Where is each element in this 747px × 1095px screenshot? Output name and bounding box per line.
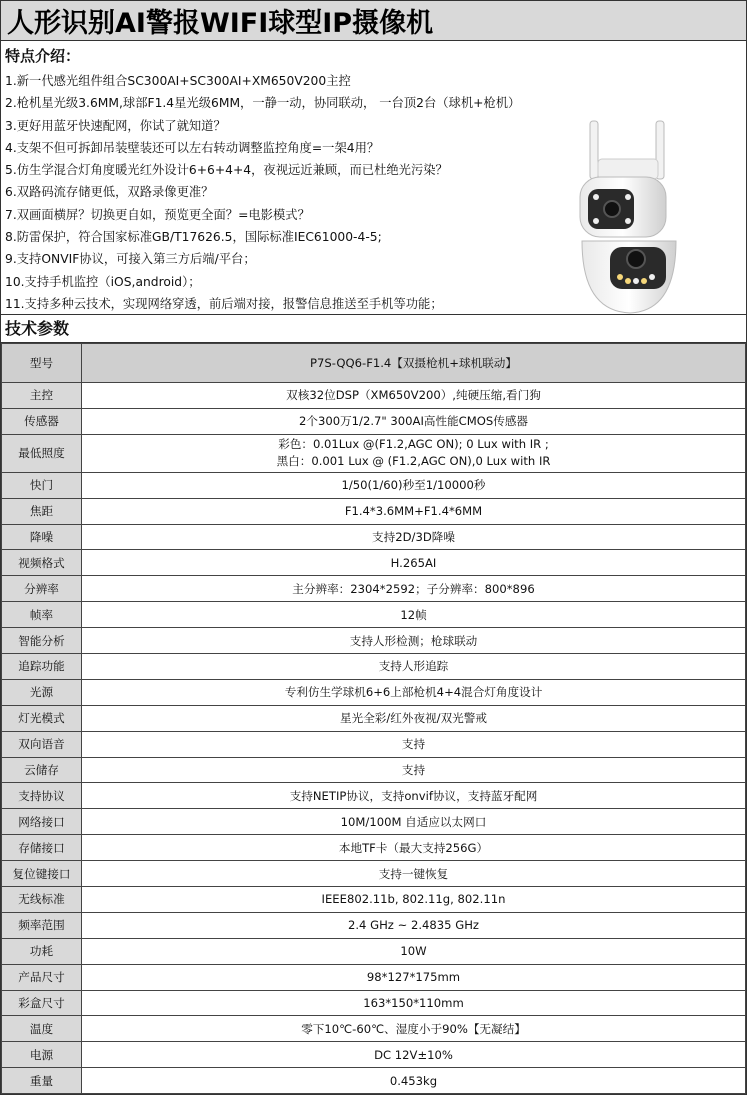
table-row — [2, 434, 746, 472]
table-row — [2, 628, 746, 654]
spec-value: 2.4 GHz ~ 2.4835 GHz — [82, 912, 746, 938]
table-row — [2, 990, 746, 1016]
spec-value: 2个300万1/2.7" 300AI高性能CMOS传感器 — [82, 408, 746, 434]
table-row — [2, 408, 746, 434]
spec-value: 支持 — [82, 731, 746, 757]
spec-value: 本地TF卡（最大支持256G） — [82, 835, 746, 861]
spec-value: 10M/100M 自适应以太网口 — [82, 809, 746, 835]
feature-item: 10.支持手机监控（iOS,android）； — [5, 274, 201, 289]
table-row — [2, 524, 746, 550]
feature-item: 5.仿生学混合灯角度暖光红外设计6+6+4+4，夜视远近兼顾，而已杜绝光污染？ — [5, 163, 448, 178]
spec-label: 网络接口 — [2, 809, 82, 835]
spec-label: 降噪 — [2, 524, 82, 550]
spec-label: 无线标准 — [2, 887, 82, 913]
spec-label: 频率范围 — [2, 912, 82, 938]
spec-heading: 技术参数 — [1, 315, 746, 343]
spec-label: 双向语音 — [2, 731, 82, 757]
table-row — [2, 964, 746, 990]
features-section — [1, 41, 746, 315]
spec-value: 163*150*110mm — [82, 990, 746, 1016]
spec-label: 云储存 — [2, 757, 82, 783]
feature-item: 1.新一代感光组件组合SC300AI+SC300AI+XM650V200主控 — [5, 74, 351, 88]
spec-value-line: 黑白：0.001 Lux @ (F1.2,AGC ON),0 Lux with IR — [276, 454, 551, 469]
spec-label: 温度 — [2, 1016, 82, 1042]
spec-label: 存储接口 — [2, 835, 82, 861]
spec-label: 复位键接口 — [2, 861, 82, 887]
spec-label: 帧率 — [2, 602, 82, 628]
feature-item: 2.枪机星光级3.6MM,球部F1.4星光级6MM，一静一动，协同联动， 一台顶2台（球机+枪机） — [5, 96, 521, 111]
spec-label: 彩盒尺寸 — [2, 990, 82, 1016]
feature-item: 9.支持ONVIF协议，可接入第三方后端/平台； — [5, 252, 256, 267]
table-row — [2, 887, 746, 913]
spec-label: 分辨率 — [2, 576, 82, 602]
spec-value: 12帧 — [82, 602, 746, 628]
spec-value: 98*127*175mm — [82, 964, 746, 990]
spec-label: 焦距 — [2, 498, 82, 524]
table-row — [2, 809, 746, 835]
spec-value: DC 12V±10% — [82, 1042, 746, 1068]
spec-label: 视频格式 — [2, 550, 82, 576]
feature-item: 11.支持多种云技术，实现网络穿透，前后端对接，报警信息推送至手机等功能； — [5, 296, 443, 311]
table-row — [2, 602, 746, 628]
spec-label: 重量 — [2, 1068, 82, 1094]
table-row — [2, 576, 746, 602]
spec-value-multiline — [82, 434, 746, 472]
table-row — [2, 783, 746, 809]
spec-value: 10W — [82, 938, 746, 964]
feature-item: 4.支架不但可拆卸吊装壁装还可以左右转动调整监控角度=一架4用？ — [5, 140, 380, 155]
table-row — [2, 679, 746, 705]
spec-label: 智能分析 — [2, 628, 82, 654]
table-row — [2, 912, 746, 938]
spec-label: 型号 — [2, 344, 82, 383]
table-row — [2, 550, 746, 576]
spec-value: 支持一键恢复 — [82, 861, 746, 887]
spec-value: 支持 — [82, 757, 746, 783]
table-row — [2, 1068, 746, 1094]
spec-value: 零下10℃-60℃、湿度小于90%【无凝结】 — [82, 1016, 746, 1042]
spec-value: 支持2D/3D降噪 — [82, 524, 746, 550]
title-bar — [1, 1, 746, 41]
table-row — [2, 731, 746, 757]
table-row — [2, 835, 746, 861]
spec-label: 电源 — [2, 1042, 82, 1068]
feature-item: 8.防雷保护，符合国家标准GB/T17626.5，国际标准IEC61000-4-5; — [5, 230, 382, 245]
spec-table — [1, 343, 746, 1094]
table-row — [2, 861, 746, 887]
spec-value-line: 彩色：0.01Lux @(F1.2,AGC ON); 0 Lux with IR ; — [278, 437, 549, 452]
spec-value: F1.4*3.6MM+F1.4*6MM — [82, 498, 746, 524]
table-row — [2, 344, 746, 383]
spec-value: 主分辨率：2304*2592；子分辨率：800*896 — [82, 576, 746, 602]
spec-value: 星光全彩/红外夜视/双光警戒 — [82, 705, 746, 731]
table-row — [2, 383, 746, 409]
table-row — [2, 757, 746, 783]
spec-label: 支持协议 — [2, 783, 82, 809]
spec-value: 0.453kg — [82, 1068, 746, 1094]
feature-item: 6.双路码流存储更低，双路录像更准？ — [5, 185, 214, 200]
spec-label: 光源 — [2, 679, 82, 705]
spec-value: 1/50(1/60)秒至1/10000秒 — [82, 472, 746, 498]
spec-label: 灯光模式 — [2, 705, 82, 731]
spec-value: 支持NETIP协议，支持onvif协议，支持蓝牙配网 — [82, 783, 746, 809]
spec-value: 专利仿生学球机6+6上部枪机4+4混合灯角度设计 — [82, 679, 746, 705]
table-row — [2, 1016, 746, 1042]
table-row — [2, 654, 746, 680]
spec-value: 支持人形追踪 — [82, 654, 746, 680]
spec-value: IEEE802.11b, 802.11g, 802.11n — [82, 887, 746, 913]
spec-label: 传感器 — [2, 408, 82, 434]
spec-label: 最低照度 — [2, 434, 82, 472]
spec-value: P7S-QQ6-F1.4【双摄枪机+球机联动】 — [82, 344, 746, 383]
feature-list — [5, 70, 575, 315]
spec-value: 双核32位DSP（XM650V200）,纯硬压缩,看门狗 — [82, 383, 746, 409]
features-heading: 特点介绍： — [5, 47, 81, 65]
spec-label: 功耗 — [2, 938, 82, 964]
spec-label: 主控 — [2, 383, 82, 409]
table-row — [2, 705, 746, 731]
page-title: 人形识别AI警报WIFI球型IP摄像机 — [7, 8, 434, 39]
table-row — [2, 472, 746, 498]
spec-label: 产品尺寸 — [2, 964, 82, 990]
feature-item: 3.更好用蓝牙快速配网，你试了就知道？ — [5, 118, 226, 133]
spec-label: 快门 — [2, 472, 82, 498]
feature-item: 7.双画面横屏？切换更自如，预览更全面？=电影模式？ — [5, 207, 310, 222]
table-row — [2, 1042, 746, 1068]
spec-label: 追踪功能 — [2, 654, 82, 680]
camera-product-image — [572, 81, 682, 321]
table-row — [2, 498, 746, 524]
spec-value: 支持人形检测；枪球联动 — [82, 628, 746, 654]
table-row — [2, 938, 746, 964]
spec-value: H.265AI — [82, 550, 746, 576]
